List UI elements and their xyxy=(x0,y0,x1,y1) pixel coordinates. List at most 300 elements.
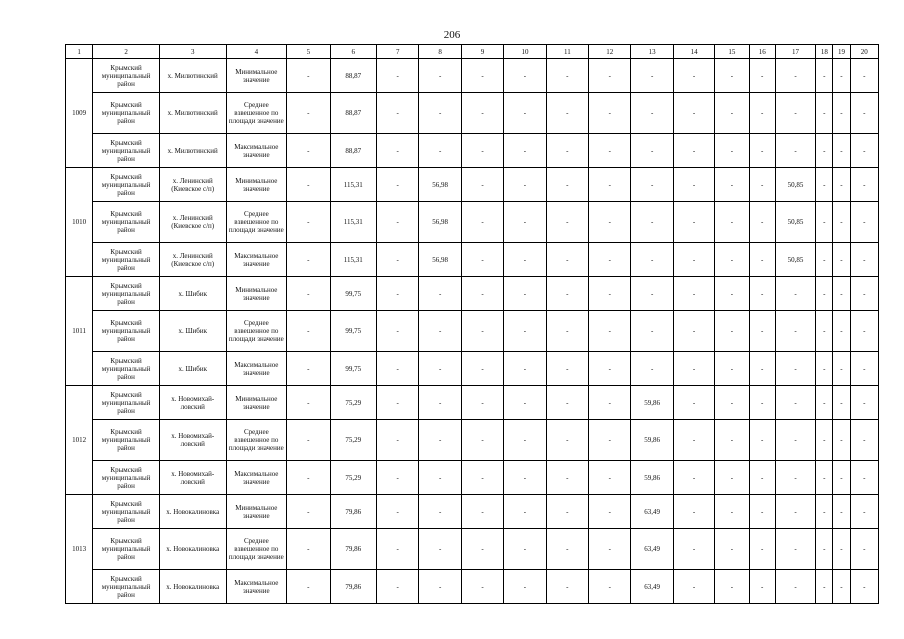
table-cell-col-12: - xyxy=(589,311,631,352)
column-header: 13 xyxy=(631,45,673,59)
table-cell-col-9: - xyxy=(461,352,503,386)
table-cell-col-11: - xyxy=(546,93,588,134)
column-header: 10 xyxy=(504,45,546,59)
table-cell-col-12: - xyxy=(589,386,631,420)
table-cell-col-15: - xyxy=(715,93,749,134)
column-header: 5 xyxy=(287,45,330,59)
table-cell-col-12: - xyxy=(589,495,631,529)
table-cell-col-20: - xyxy=(850,386,878,420)
table-cell-col-4: Минимальное значение xyxy=(226,168,287,202)
table-cell-col-20: - xyxy=(850,202,878,243)
table-cell-col-7: - xyxy=(377,93,419,134)
table-cell-col-11: - xyxy=(546,570,588,604)
table-cell-col-10: - xyxy=(504,420,546,461)
table-cell-col-8: - xyxy=(419,93,461,134)
table-cell-col-11: - xyxy=(546,311,588,352)
table-cell-col-5: - xyxy=(287,420,330,461)
table-cell-col-8: - xyxy=(419,570,461,604)
table-cell-col-17: - xyxy=(775,570,815,604)
table-cell-col-3: х. Ленинский (Киевское с/п) xyxy=(159,168,226,202)
table-cell-col-16: - xyxy=(749,202,775,243)
table-cell-col-12: - xyxy=(589,93,631,134)
table-cell-col-13: 59,86 xyxy=(631,461,673,495)
table-cell-col-18: - xyxy=(816,570,833,604)
table-row xyxy=(66,495,879,529)
table-cell-col-12: - xyxy=(589,461,631,495)
table-cell-col-16: - xyxy=(749,529,775,570)
column-header: 8 xyxy=(419,45,461,59)
table-cell-col-19: - xyxy=(833,202,850,243)
column-header: 6 xyxy=(330,45,376,59)
table-cell-col-9: - xyxy=(461,243,503,277)
table-cell-col-4: Среднее взвешенное по площади значение xyxy=(226,420,287,461)
table-cell-col-9: - xyxy=(461,168,503,202)
table-cell-col-17: - xyxy=(775,529,815,570)
table-cell-col-18: - xyxy=(816,352,833,386)
table-cell-col-9: - xyxy=(461,277,503,311)
table-cell-col-13: - xyxy=(631,202,673,243)
table-cell-col-14: - xyxy=(673,134,714,168)
table-cell-col-8: - xyxy=(419,277,461,311)
table-cell-col-9: - xyxy=(461,495,503,529)
table-cell-col-5: - xyxy=(287,243,330,277)
column-header: 11 xyxy=(546,45,588,59)
column-header: 9 xyxy=(461,45,503,59)
table-cell-col-14: - xyxy=(673,277,714,311)
table-cell-col-2: Крымский муниципальный район xyxy=(93,243,160,277)
table-cell-col-6: 79,86 xyxy=(330,570,376,604)
table-cell-col-18: - xyxy=(816,420,833,461)
table-cell-col-18: - xyxy=(816,202,833,243)
table-cell-col-13: - xyxy=(631,168,673,202)
table-cell-col-7: - xyxy=(377,202,419,243)
table-cell-col-8: - xyxy=(419,529,461,570)
table-cell-col-3: х. Новокалиновка xyxy=(159,495,226,529)
table-cell-col-13: 59,86 xyxy=(631,420,673,461)
table-cell-col-20: - xyxy=(850,420,878,461)
table-cell-col-11: - xyxy=(546,134,588,168)
table-cell-col-17: - xyxy=(775,461,815,495)
table-cell-col-5: - xyxy=(287,168,330,202)
table-cell-col-16: - xyxy=(749,277,775,311)
table-cell-col-8: - xyxy=(419,134,461,168)
table-cell-col-16: - xyxy=(749,168,775,202)
table-cell-col-12: - xyxy=(589,59,631,93)
table-cell-col-6: 115,31 xyxy=(330,243,376,277)
table-cell-col-15: - xyxy=(715,59,749,93)
table-cell-col-19: - xyxy=(833,461,850,495)
table-cell-col-19: - xyxy=(833,168,850,202)
table-cell-col-6: 115,31 xyxy=(330,168,376,202)
table-cell-col-13: 63,49 xyxy=(631,495,673,529)
table-row xyxy=(66,570,879,604)
table-row xyxy=(66,202,879,243)
table-cell-col-17: - xyxy=(775,277,815,311)
column-header: 20 xyxy=(850,45,878,59)
table-cell-col-13: 59,86 xyxy=(631,386,673,420)
table-cell-col-18: - xyxy=(816,386,833,420)
table-cell-col-11: - xyxy=(546,277,588,311)
table-cell-col-12: - xyxy=(589,277,631,311)
table-cell-col-7: - xyxy=(377,570,419,604)
table-cell-col-3: х. Милютинский xyxy=(159,134,226,168)
table-cell-col-18: - xyxy=(816,243,833,277)
record-id-cell: 1009 xyxy=(66,59,93,168)
table-cell-col-15: - xyxy=(715,168,749,202)
table-cell-col-11: - xyxy=(546,495,588,529)
table-cell-col-4: Среднее взвешенное по площади значение xyxy=(226,311,287,352)
table-cell-col-2: Крымский муниципальный район xyxy=(93,495,160,529)
table-cell-col-17: 50,85 xyxy=(775,168,815,202)
table-cell-col-14: - xyxy=(673,386,714,420)
column-header: 7 xyxy=(377,45,419,59)
table-cell-col-14: - xyxy=(673,495,714,529)
table-cell-col-15: - xyxy=(715,277,749,311)
table-row xyxy=(66,352,879,386)
table-cell-col-8: - xyxy=(419,59,461,93)
table-cell-col-5: - xyxy=(287,134,330,168)
table-cell-col-10: - xyxy=(504,352,546,386)
table-row xyxy=(66,386,879,420)
table-cell-col-16: - xyxy=(749,352,775,386)
table-cell-col-19: - xyxy=(833,495,850,529)
table-cell-col-7: - xyxy=(377,59,419,93)
table-cell-col-14: - xyxy=(673,529,714,570)
table-cell-col-20: - xyxy=(850,529,878,570)
table-cell-col-10: - xyxy=(504,570,546,604)
table-cell-col-4: Максимальное значение xyxy=(226,243,287,277)
table-row xyxy=(66,168,879,202)
table-row xyxy=(66,420,879,461)
table-cell-col-10: - xyxy=(504,461,546,495)
table-cell-col-16: - xyxy=(749,386,775,420)
table-cell-col-12: - xyxy=(589,570,631,604)
table-cell-col-9: - xyxy=(461,386,503,420)
table-cell-col-20: - xyxy=(850,168,878,202)
table-row xyxy=(66,311,879,352)
column-header: 1 xyxy=(66,45,93,59)
table-cell-col-18: - xyxy=(816,59,833,93)
table-cell-col-19: - xyxy=(833,243,850,277)
table-cell-col-6: 115,31 xyxy=(330,202,376,243)
table-cell-col-20: - xyxy=(850,134,878,168)
page-number: 206 xyxy=(443,29,461,41)
column-header: 4 xyxy=(226,45,287,59)
table-cell-col-7: - xyxy=(377,277,419,311)
table-cell-col-15: - xyxy=(715,311,749,352)
table-cell-col-2: Крымский муниципальный район xyxy=(93,352,160,386)
table-cell-col-17: - xyxy=(775,420,815,461)
table-cell-col-4: Максимальное значение xyxy=(226,461,287,495)
table-cell-col-3: х. Новокалиновка xyxy=(159,570,226,604)
column-header: 2 xyxy=(93,45,160,59)
table-cell-col-20: - xyxy=(850,93,878,134)
table-body xyxy=(66,45,879,604)
table-cell-col-18: - xyxy=(816,168,833,202)
table-cell-col-9: - xyxy=(461,461,503,495)
table-cell-col-13: - xyxy=(631,59,673,93)
table-cell-col-14: - xyxy=(673,243,714,277)
record-id-cell: 1013 xyxy=(66,495,93,604)
table-cell-col-15: - xyxy=(715,243,749,277)
table-cell-col-17: - xyxy=(775,93,815,134)
table-cell-col-5: - xyxy=(287,277,330,311)
table-cell-col-10: - xyxy=(504,495,546,529)
table-cell-col-15: - xyxy=(715,134,749,168)
table-cell-col-20: - xyxy=(850,311,878,352)
table-cell-col-2: Крымский муниципальный район xyxy=(93,168,160,202)
table-row xyxy=(66,277,879,311)
table-cell-col-8: 56,98 xyxy=(419,202,461,243)
table-cell-col-9: - xyxy=(461,93,503,134)
table-cell-col-9: - xyxy=(461,570,503,604)
table-cell-col-10: - xyxy=(504,93,546,134)
table-cell-col-19: - xyxy=(833,311,850,352)
table-cell-col-2: Крымский муниципальный район xyxy=(93,134,160,168)
table-row xyxy=(66,59,879,93)
table-cell-col-13: - xyxy=(631,243,673,277)
table-cell-col-6: 99,75 xyxy=(330,277,376,311)
table-cell-col-13: 63,49 xyxy=(631,529,673,570)
table-cell-col-20: - xyxy=(850,461,878,495)
table-cell-col-15: - xyxy=(715,570,749,604)
table-cell-col-15: - xyxy=(715,202,749,243)
table-cell-col-16: - xyxy=(749,420,775,461)
record-id-cell: 1010 xyxy=(66,168,93,277)
table-cell-col-2: Крымский муниципальный район xyxy=(93,386,160,420)
table-cell-col-16: - xyxy=(749,461,775,495)
table-cell-col-18: - xyxy=(816,93,833,134)
table-cell-col-14: - xyxy=(673,59,714,93)
table-cell-col-18: - xyxy=(816,277,833,311)
table-cell-col-16: - xyxy=(749,495,775,529)
table-cell-col-3: х. Новомихай-ловский xyxy=(159,386,226,420)
table-cell-col-2: Крымский муниципальный район xyxy=(93,420,160,461)
table-row xyxy=(66,134,879,168)
table-cell-col-17: - xyxy=(775,134,815,168)
table-cell-col-4: Максимальное значение xyxy=(226,570,287,604)
table-cell-col-12: - xyxy=(589,352,631,386)
table-row xyxy=(66,461,879,495)
table-cell-col-15: - xyxy=(715,386,749,420)
table-cell-col-10: - xyxy=(504,59,546,93)
table-cell-col-18: - xyxy=(816,529,833,570)
table-cell-col-6: 75,29 xyxy=(330,420,376,461)
header-row xyxy=(66,45,879,59)
table-cell-col-7: - xyxy=(377,352,419,386)
table-cell-col-6: 88,87 xyxy=(330,93,376,134)
table-row xyxy=(66,529,879,570)
data-table xyxy=(65,44,879,604)
table-cell-col-2: Крымский муниципальный район xyxy=(93,277,160,311)
table-cell-col-3: х. Новомихай-ловский xyxy=(159,420,226,461)
table-cell-col-4: Максимальное значение xyxy=(226,134,287,168)
table-cell-col-12: - xyxy=(589,134,631,168)
table-cell-col-2: Крымский муниципальный район xyxy=(93,461,160,495)
table-cell-col-5: - xyxy=(287,386,330,420)
table-cell-col-13: - xyxy=(631,352,673,386)
table-cell-col-13: - xyxy=(631,93,673,134)
table-cell-col-11: - xyxy=(546,168,588,202)
table-cell-col-2: Крымский муниципальный район xyxy=(93,202,160,243)
table-cell-col-10: - xyxy=(504,277,546,311)
table-cell-col-17: - xyxy=(775,495,815,529)
table-cell-col-10: - xyxy=(504,168,546,202)
table-cell-col-11: - xyxy=(546,59,588,93)
table-cell-col-8: - xyxy=(419,461,461,495)
table-cell-col-7: - xyxy=(377,420,419,461)
table-cell-col-3: х. Шибик xyxy=(159,311,226,352)
table-cell-col-3: х. Милютинский xyxy=(159,59,226,93)
table-cell-col-15: - xyxy=(715,529,749,570)
column-header: 18 xyxy=(816,45,833,59)
table-cell-col-16: - xyxy=(749,134,775,168)
record-id-cell: 1012 xyxy=(66,386,93,495)
table-cell-col-3: х. Ленинский (Киевское с/п) xyxy=(159,202,226,243)
table-cell-col-12: - xyxy=(589,168,631,202)
table-cell-col-17: - xyxy=(775,59,815,93)
table-cell-col-8: - xyxy=(419,386,461,420)
table-cell-col-13: - xyxy=(631,134,673,168)
table-cell-col-2: Крымский муниципальный район xyxy=(93,570,160,604)
table-cell-col-12: - xyxy=(589,529,631,570)
table-cell-col-7: - xyxy=(377,168,419,202)
table-cell-col-15: - xyxy=(715,461,749,495)
table-cell-col-18: - xyxy=(816,134,833,168)
table-cell-col-16: - xyxy=(749,93,775,134)
table-cell-col-19: - xyxy=(833,529,850,570)
table-cell-col-6: 99,75 xyxy=(330,311,376,352)
table-cell-col-8: 56,98 xyxy=(419,243,461,277)
table-cell-col-13: 63,49 xyxy=(631,570,673,604)
table-cell-col-5: - xyxy=(287,529,330,570)
table-cell-col-17: - xyxy=(775,311,815,352)
table-cell-col-9: - xyxy=(461,134,503,168)
table-cell-col-9: - xyxy=(461,59,503,93)
table-cell-col-5: - xyxy=(287,202,330,243)
table-cell-col-8: - xyxy=(419,420,461,461)
table-cell-col-7: - xyxy=(377,461,419,495)
table-cell-col-11: - xyxy=(546,529,588,570)
table-cell-col-10: - xyxy=(504,386,546,420)
table-cell-col-19: - xyxy=(833,93,850,134)
table-cell-col-8: - xyxy=(419,495,461,529)
table-cell-col-11: - xyxy=(546,243,588,277)
table-cell-col-2: Крымский муниципальный район xyxy=(93,93,160,134)
table-cell-col-4: Минимальное значение xyxy=(226,386,287,420)
table-row xyxy=(66,243,879,277)
column-header: 15 xyxy=(715,45,749,59)
table-cell-col-19: - xyxy=(833,59,850,93)
table-cell-col-9: - xyxy=(461,529,503,570)
table-cell-col-4: Минимальное значение xyxy=(226,59,287,93)
table-cell-col-10: - xyxy=(504,134,546,168)
table-cell-col-5: - xyxy=(287,311,330,352)
table-cell-col-5: - xyxy=(287,59,330,93)
table-cell-col-3: х. Новомихай-ловский xyxy=(159,461,226,495)
table-cell-col-17: - xyxy=(775,386,815,420)
table-cell-col-7: - xyxy=(377,243,419,277)
table-cell-col-16: - xyxy=(749,243,775,277)
table-cell-col-12: - xyxy=(589,420,631,461)
table-cell-col-2: Крымский муниципальный район xyxy=(93,529,160,570)
table-cell-col-13: - xyxy=(631,311,673,352)
table-cell-col-11: - xyxy=(546,386,588,420)
table-cell-col-20: - xyxy=(850,570,878,604)
record-id-cell: 1011 xyxy=(66,277,93,386)
table-cell-col-5: - xyxy=(287,352,330,386)
column-header: 19 xyxy=(833,45,850,59)
table-cell-col-6: 79,86 xyxy=(330,529,376,570)
column-header: 14 xyxy=(673,45,714,59)
table-cell-col-8: - xyxy=(419,311,461,352)
table-cell-col-4: Максимальное значение xyxy=(226,352,287,386)
table-cell-col-6: 99,75 xyxy=(330,352,376,386)
table-cell-col-3: х. Ленинский (Киевское с/п) xyxy=(159,243,226,277)
table-cell-col-17: 50,85 xyxy=(775,202,815,243)
table-cell-col-7: - xyxy=(377,386,419,420)
table-row xyxy=(66,93,879,134)
table-cell-col-4: Среднее взвешенное по площади значение xyxy=(226,202,287,243)
table-cell-col-3: х. Милютинский xyxy=(159,93,226,134)
table-cell-col-3: х. Шибик xyxy=(159,277,226,311)
table-cell-col-5: - xyxy=(287,93,330,134)
table-cell-col-20: - xyxy=(850,243,878,277)
table-cell-col-17: - xyxy=(775,352,815,386)
table-cell-col-18: - xyxy=(816,461,833,495)
table-cell-col-6: 75,29 xyxy=(330,461,376,495)
table-cell-col-19: - xyxy=(833,277,850,311)
column-header: 17 xyxy=(775,45,815,59)
table-cell-col-14: - xyxy=(673,570,714,604)
table-cell-col-15: - xyxy=(715,352,749,386)
table-cell-col-19: - xyxy=(833,420,850,461)
table-cell-col-7: - xyxy=(377,529,419,570)
table-cell-col-6: 79,86 xyxy=(330,495,376,529)
table-cell-col-15: - xyxy=(715,495,749,529)
table-cell-col-17: 50,85 xyxy=(775,243,815,277)
table-cell-col-14: - xyxy=(673,461,714,495)
table-cell-col-4: Среднее взвешенное по площади значение xyxy=(226,529,287,570)
table-cell-col-4: Минимальное значение xyxy=(226,277,287,311)
table-cell-col-6: 88,87 xyxy=(330,134,376,168)
table-cell-col-18: - xyxy=(816,311,833,352)
table-cell-col-13: - xyxy=(631,277,673,311)
table-cell-col-11: - xyxy=(546,461,588,495)
table-cell-col-18: - xyxy=(816,495,833,529)
table-cell-col-4: Среднее взвешенное по площади значение xyxy=(226,93,287,134)
table-cell-col-8: - xyxy=(419,352,461,386)
table-cell-col-10: - xyxy=(504,202,546,243)
table-cell-col-20: - xyxy=(850,277,878,311)
table-cell-col-6: 75,29 xyxy=(330,386,376,420)
table-cell-col-2: Крымский муниципальный район xyxy=(93,59,160,93)
table-cell-col-10: - xyxy=(504,243,546,277)
column-header: 3 xyxy=(159,45,226,59)
table-cell-col-20: - xyxy=(850,59,878,93)
table-cell-col-16: - xyxy=(749,570,775,604)
table-cell-col-9: - xyxy=(461,311,503,352)
table-cell-col-9: - xyxy=(461,202,503,243)
table-cell-col-7: - xyxy=(377,311,419,352)
table-cell-col-6: 88,87 xyxy=(330,59,376,93)
table-cell-col-7: - xyxy=(377,134,419,168)
table-cell-col-5: - xyxy=(287,570,330,604)
table-cell-col-16: - xyxy=(749,311,775,352)
table-cell-col-19: - xyxy=(833,134,850,168)
table-cell-col-10: - xyxy=(504,529,546,570)
table-cell-col-11: - xyxy=(546,352,588,386)
